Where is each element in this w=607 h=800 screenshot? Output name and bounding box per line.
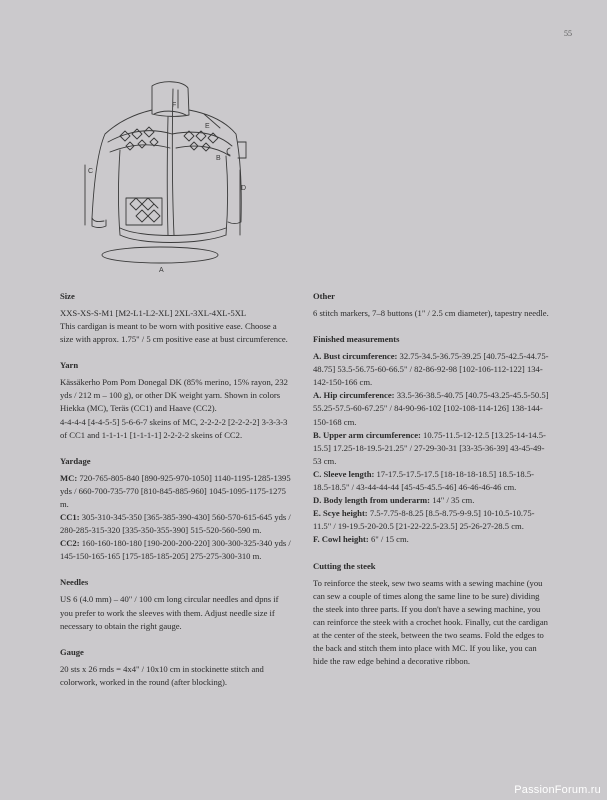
- yarn-section: [60, 359, 292, 441]
- label-e: E: [205, 123, 210, 130]
- steek-heading: Cutting the steek: [313, 560, 376, 571]
- label-a: A: [159, 267, 164, 274]
- measurement-value: 33.5-36-38.5-40.75 [40.75-43.25-45.5-50.5] 55.25-57.5-60-67.25" / 84-90-96-102 [102-108-114-126] 138-144-150-168 cm.: [313, 390, 549, 427]
- label-f: F: [172, 102, 177, 109]
- needles-section: [60, 576, 292, 632]
- label-d: D: [241, 185, 247, 192]
- measurement-label: B. Upper arm circumference:: [313, 429, 421, 440]
- measurement-item: [313, 533, 549, 546]
- other-heading: Other: [313, 291, 335, 301]
- gauge-heading: Gauge: [60, 646, 84, 657]
- yardage-mc-value: 720-765-805-840 [890-925-970-1050] 1140-1195-1285-1395 yds / 660-700-735-770 [810-845-885-960] 1045-1095-1175-1275 m.: [60, 472, 291, 509]
- size-heading: Size: [60, 291, 75, 301]
- other-section: [313, 290, 549, 320]
- measurement-item: [313, 468, 549, 494]
- measurement-value: 17-17.5-17.5-17.5 [18-18-18-18.5] 18.5-18.5-18.5-18.5" / 43-44-44-44 [45-45-45.5-46] 46-46-46-46 cm.: [313, 468, 535, 493]
- yardage-cc2: [60, 537, 292, 563]
- gauge-text: 20 sts x 26 rnds = 4x4" / 10x10 cm in stockinette stitch and colorwork, worked in the round (after blocking).: [60, 663, 264, 687]
- measurement-value: 14" / 35 cm.: [430, 495, 475, 506]
- yarn-skeins: 4-4-4-4 [4-4-5-5] 5-6-6-7 skeins of MC, 2-2-2-2 [2-2-2-2] 3-3-3-3 of CC1 and 1-1-1-1 [1-1-1-1] 2-2-2-2 skeins of CC2.: [60, 416, 288, 440]
- page-number: 55: [564, 29, 572, 38]
- size-list: XXS-XS-S-M1 [M2-L1-L2-XL] 2XL-3XL-4XL-5XL: [60, 308, 247, 318]
- measurement-item: [313, 507, 549, 533]
- needles-text: US 6 (4.0 mm) – 40" / 100 cm long circular needles and dpns if you prefer to work the sleeves with them. Adjust needle size if necessary to obtain the right gauge.: [60, 594, 279, 631]
- size-section: [60, 290, 292, 346]
- steek-section: [313, 560, 549, 669]
- yardage-cc2-value: 160-160-180-180 [190-200-200-220] 300-300-325-340 yds / 145-150-165-165 [175-185-185-205] 275-275-300-310 m.: [60, 538, 291, 562]
- finished-heading: Finished measurements: [313, 334, 400, 345]
- size-note: This cardigan is meant to be worn with positive ease. Choose a size with approx. 1.75" / 5 cm positive ease at bust circumference.: [60, 321, 288, 345]
- measurement-value: 10.75-11.5-12-12.5 [13.25-14-14.5-15.5] 17.25-18-19.5-21.25" / 27-29-30-31 [33-35-36-39] 43-45-49-53 cm.: [313, 429, 546, 466]
- yarn-heading: Yarn: [60, 360, 79, 371]
- measurement-item: [313, 350, 549, 389]
- right-column: [313, 290, 549, 681]
- measurement-item: [313, 429, 549, 468]
- measurement-label: D. Body length from underarm:: [313, 495, 431, 506]
- yardage-mc-label: MC:: [60, 472, 78, 483]
- measurement-item: [313, 389, 549, 428]
- cardigan-schematic: [80, 70, 270, 275]
- finished-measurements-section: [313, 333, 549, 546]
- other-text: 6 stitch markers, 7–8 buttons (1" / 2.5 cm diameter), tapestry needle.: [313, 308, 549, 318]
- yardage-mc: [60, 472, 292, 511]
- yardage-cc2-label: CC2:: [60, 538, 80, 549]
- measurement-value: 6" / 15 cm.: [368, 534, 409, 545]
- yardage-cc1-label: CC1:: [60, 512, 80, 523]
- measurement-label: A. Hip circumference:: [313, 390, 395, 401]
- measurement-item: [313, 494, 549, 507]
- gauge-section: [60, 646, 292, 689]
- label-c: C: [88, 168, 94, 175]
- yardage-section: [60, 455, 292, 564]
- measurement-label: E. Scye height:: [313, 508, 368, 519]
- left-column: [60, 290, 292, 702]
- yarn-text: Kässäkerho Pom Pom Donegal DK (85% merino, 15% rayon, 232 yds / 212 m – 100 g), or other DK weight yarn. Shown in colors Hiekka (MC), Teräs (CC1) and Haave (CC2).: [60, 377, 288, 414]
- measurement-label: C. Sleeve length:: [313, 468, 375, 479]
- watermark: PassionForum.ru: [514, 784, 601, 796]
- yardage-cc1: [60, 511, 292, 537]
- measurement-value: 32.75-34.5-36.75-39.25 [40.75-42.5-44.75-48.75] 53.5-56.75-60-66.5" / 82-86-92-98 [102-106-112-122] 134-142-150-166 cm.: [313, 351, 549, 388]
- label-b: B: [216, 155, 221, 162]
- measurement-label: F. Cowl height:: [313, 534, 369, 545]
- yardage-cc1-value: 305-310-345-350 [365-385-390-430] 560-570-615-645 yds / 280-285-315-320 [335-350-355-390] 515-520-560-590 m.: [60, 512, 291, 536]
- steek-text: To reinforce the steek, sew two seams with a sewing machine (you can sew a couple of times along the same line to be sure) dividing the steek into three parts. If you don't have a sewing machine, you can reinforce the steek with a crochet hook. Finally, cut the cardigan at the center of the steek, between the two seams. Fold the edges to the back and stitch them into place with MC. If you like, you can hide the raw edge behind a decorative ribbon.: [313, 577, 548, 667]
- measurement-label: A. Bust circumference:: [313, 351, 398, 362]
- measurement-value: 7.5-7.75-8-8.25 [8.5-8.75-9-9.5] 10-10.5-10.75-11.5" / 19-19.5-20-20.5 [21-22-22.5-23.5] 25-26-27-28.5 cm.: [313, 508, 535, 532]
- yardage-heading: Yardage: [60, 455, 91, 466]
- needles-heading: Needles: [60, 577, 89, 588]
